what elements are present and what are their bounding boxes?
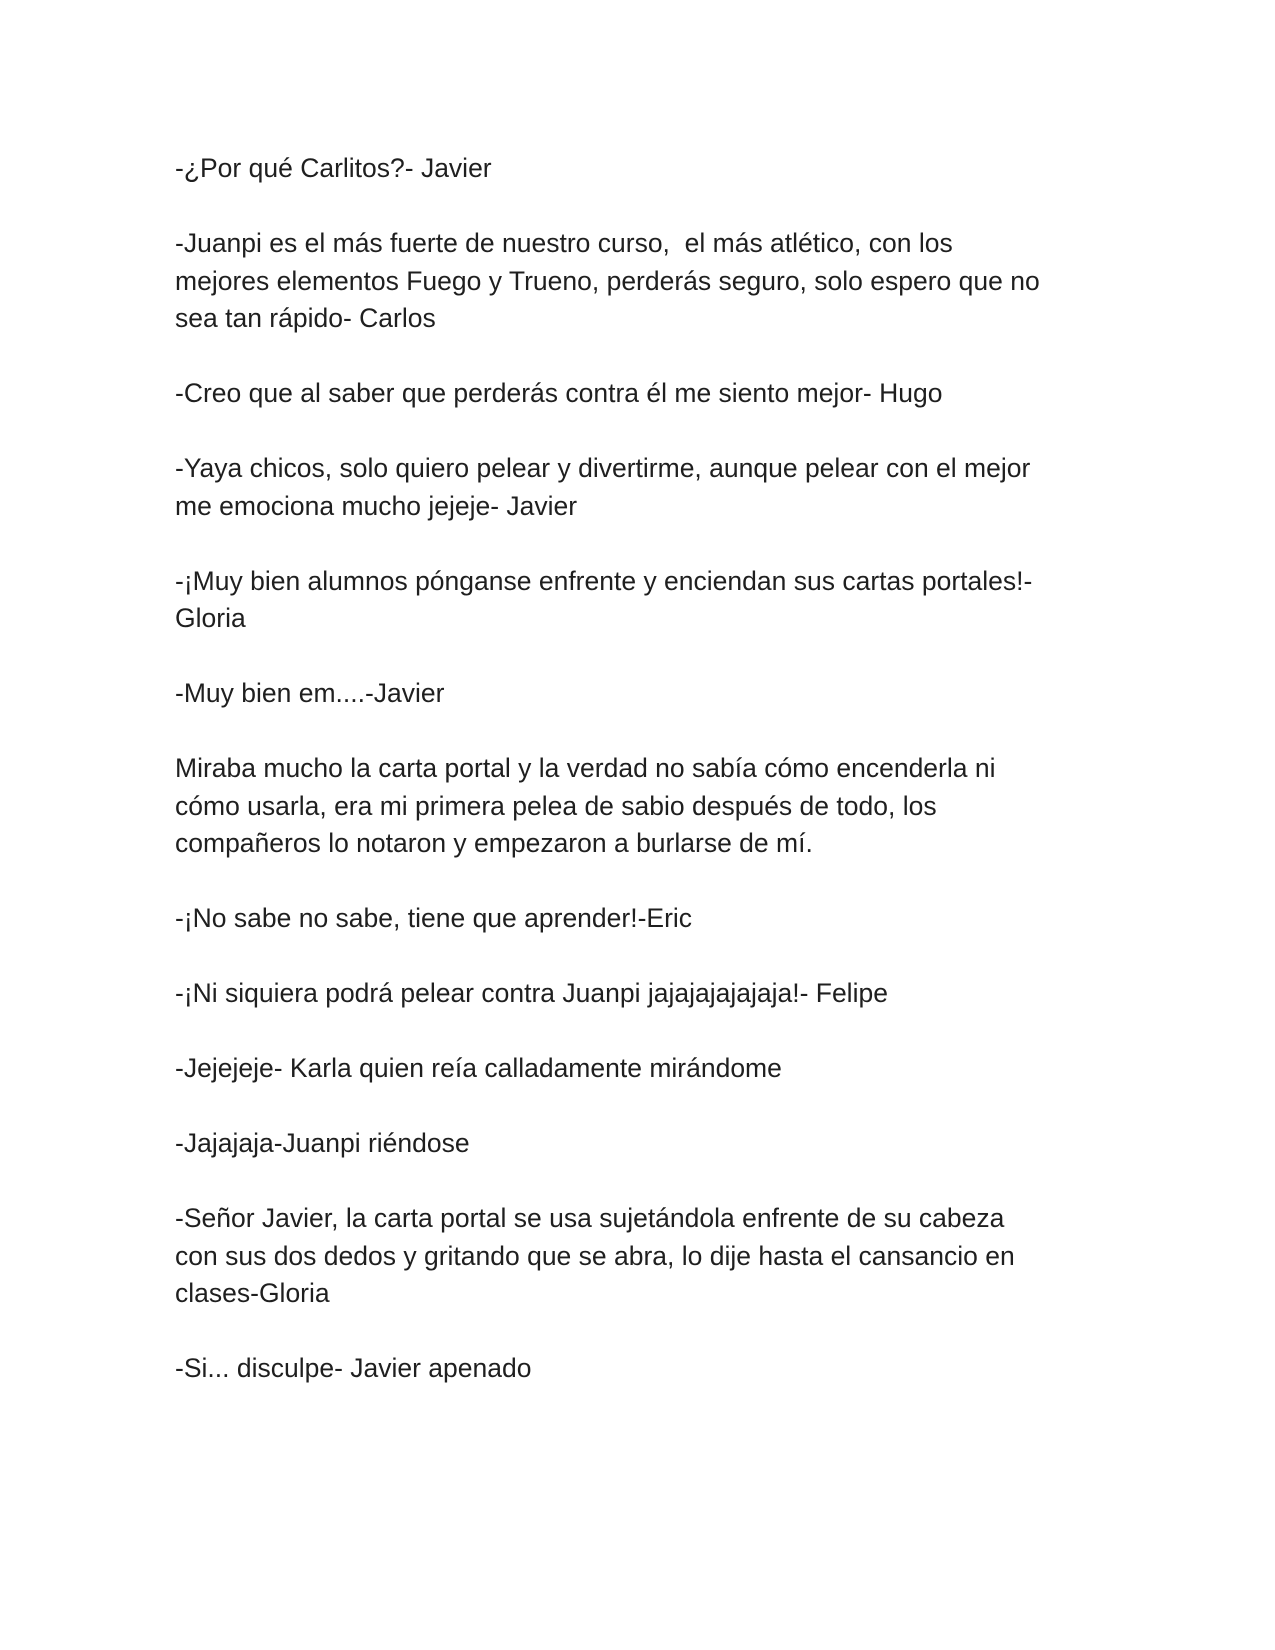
line: me emociona mucho jejeje- Javier	[175, 490, 578, 521]
line: sea tan rápido- Carlos	[175, 303, 436, 333]
line: Miraba mucho la carta portal y la verdad no sabía cómo encenderla ni	[175, 753, 996, 783]
line: -Muy bien em....-Javier	[175, 678, 445, 708]
paragraph-13	[175, 1350, 1095, 1388]
paragraph-4	[175, 450, 1095, 525]
line: cómo usarla, era mi primera pelea de sabio después de todo, los	[175, 790, 937, 821]
paragraph-3	[175, 375, 1095, 413]
line: -¡Muy bien alumnos pónganse enfrente y enciendan sus cartas portales!-	[175, 565, 1033, 596]
paragraph-10	[175, 1050, 1095, 1088]
paragraph-12	[175, 1200, 1095, 1313]
line: -Juanpi es el más fuerte de nuestro curso, el más atlético, con los	[175, 228, 953, 258]
paragraph-9	[175, 975, 1095, 1013]
paragraph-1	[175, 150, 1095, 188]
line: -Creo que al saber que perderás contra él me siento mejor- Hugo	[175, 378, 943, 408]
line: -Si... disculpe- Javier apenado	[175, 1353, 532, 1383]
line: -Yaya chicos, solo quiero pelear y divertirme, aunque pelear con el mejor	[175, 453, 1031, 483]
line: -¡No sabe no sabe, tiene que aprender!-Eric	[175, 903, 693, 933]
line: -Señor Javier, la carta portal se usa sujetándola enfrente de su cabeza	[175, 1203, 1005, 1233]
line: con sus dos dedos y gritando que se abra, lo dije hasta el cansancio en	[175, 1240, 1015, 1271]
line: mejores elementos Fuego y Trueno, perderás seguro, solo espero que no	[175, 265, 1040, 296]
line: -Jejejeje- Karla quien reía calladamente mirándome	[175, 1053, 782, 1083]
document-body	[175, 150, 1095, 1388]
line: clases-Gloria	[175, 1278, 330, 1308]
paragraph-5	[175, 563, 1095, 638]
paragraph-2	[175, 225, 1095, 338]
paragraph-11	[175, 1125, 1095, 1163]
paragraph-8	[175, 900, 1095, 938]
line: -¿Por qué Carlitos?- Javier	[175, 153, 492, 183]
line: Gloria	[175, 603, 246, 633]
line: -¡Ni siquiera podrá pelear contra Juanpi jajajajajajaja!- Felipe	[175, 978, 888, 1008]
paragraph-6	[175, 675, 1095, 713]
line: compañeros lo notaron y empezaron a burlarse de mí.	[175, 828, 813, 858]
line: -Jajajaja-Juanpi riéndose	[175, 1128, 470, 1158]
paragraph-7	[175, 750, 1095, 863]
